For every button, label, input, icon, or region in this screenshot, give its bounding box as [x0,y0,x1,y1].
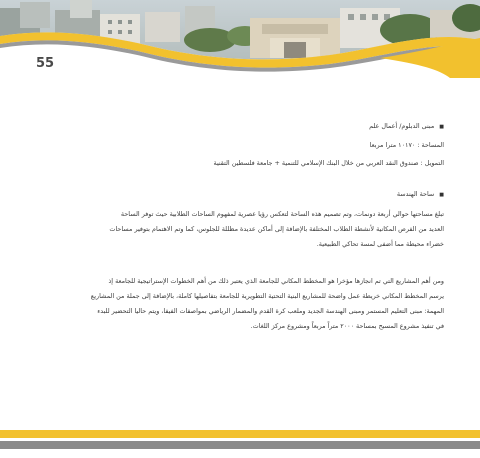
page-number: 55 [36,56,55,71]
funding-text: التمويل : صندوق النقد العربي من خلال البنك الإسلامي للتنمية + جامعة فلسطين التقنية [213,159,444,167]
paragraph-line: في تنفيذ مشروع المسبح بمساحة ٢٠٠٠ متراً مربعاً ومشروع مركز اللغات. [250,322,444,330]
building-name: ■ مبنى الدبلوم/ أعمال علم [26,120,444,134]
paragraph-line: يرسم المخطط المكاني خريطة عمل واضحة للمشاريع البنية التحتية التطويرية للجامعة بتفاصيلها كاملة، بالإضافة إلى جملة من المشاريع [90,292,444,300]
footer-grey-band [0,441,480,449]
paragraph-line: ومن أهم المشاريع التي تم انجازها مؤخرا هو المخطط المكاني للجامعة الذي يعتبر ذلك من أهم الخطوات الإستراتيجية للجامعة إذ [108,277,444,285]
footer-gold-band [0,430,480,438]
page-content [26,120,444,333]
paragraph-line: تبلغ مساحتها حوالي أربعة دونمات، وتم تصميم هذه الساحة لتعكس رؤيا عصرية لمفهوم الساحات الطلابية حيث توفر الساحة [120,210,444,218]
paragraph-2 [26,275,444,333]
paragraph-line: خضراء محيطة مما أضفى لمسة تحاكي الطبيعية. [316,240,444,248]
area-text: المساحة : ١٠١٧٠ مترا مربعا [369,141,444,149]
paragraph-line: العديد من الفرص المكانية لأنشطة الطلاب المختلفة بالإضافة إلى أماكن عديدة مظللة للجلوس، كما وتم الاهتمام بتوفير مساحات [109,225,444,233]
footer-bands [0,430,480,458]
header-banner [0,0,480,78]
paragraph-line: المهمة: مبنى التعليم المستمر ومبنى الهندسة الجديد وملعب كرة القدم والمضمار الرياضي بمواصفات الفيفا، ويتم حاليا التحضير للبدء [97,307,444,315]
section-title: ■ ساحة الهندسة [26,188,444,202]
paragraph-1 [26,208,444,251]
